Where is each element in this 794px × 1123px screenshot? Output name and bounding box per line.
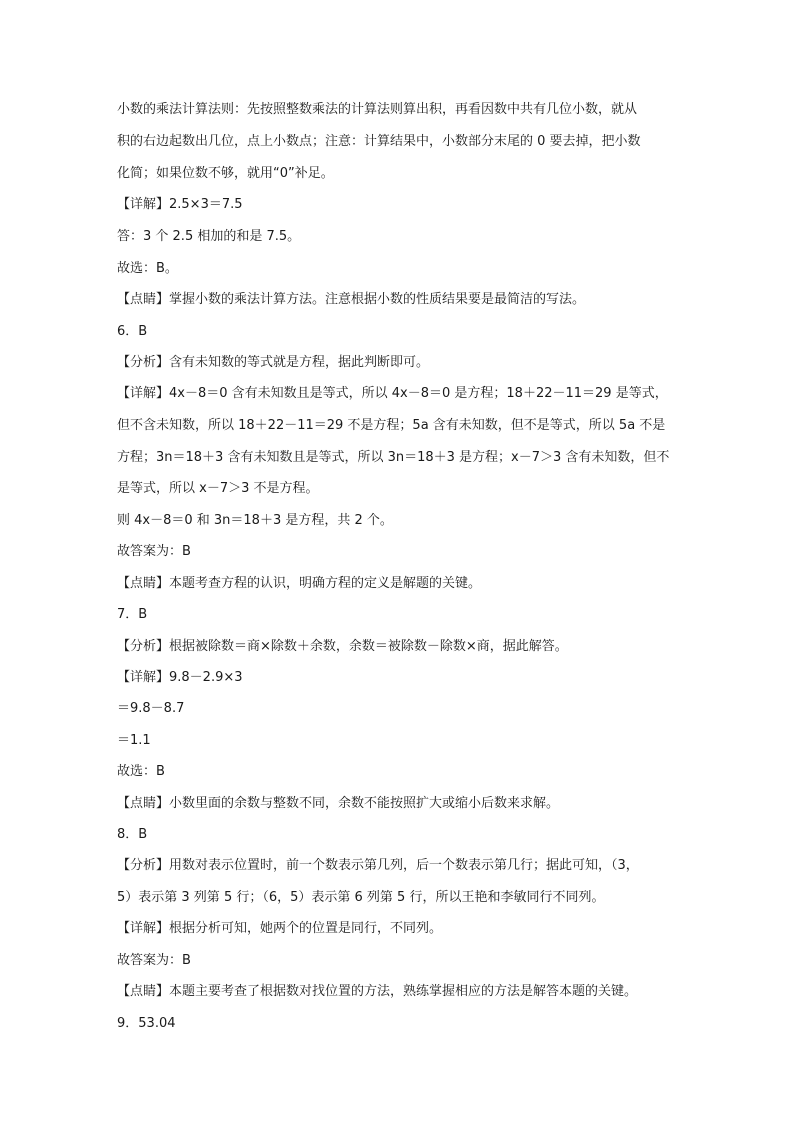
text-line: 化简；如果位数不够，就用“0”补足。 (117, 166, 334, 181)
text-line: 小数的乘法计算法则：先按照整数乘法的计算法则算出积，再看因数中共有几位小数，就从 (117, 102, 638, 117)
text-line: 【分析】含有未知数的等式就是方程，据此判断即可。 (117, 355, 430, 370)
text-line: 答：3 个 2.5 相加的和是 7.5。 (117, 229, 301, 244)
text-line: 【分析】用数对表示位置时，前一个数表示第几列，后一个数表示第几行；据此可知，（3， (117, 858, 639, 873)
text-line: 【点睛】小数里面的余数与整数不同，余数不能按照扩大或缩小后数来求解。 (117, 796, 560, 811)
text-line: 是等式，所以 x－7＞3 不是方程。 (117, 481, 319, 496)
text-line: 故选：B。 (117, 261, 178, 276)
text-line: 积的右边起数出几位，点上小数点；注意：计算结果中，小数部分末尾的 0 要去掉，把小数 (117, 134, 641, 149)
text-line: 故选：B (117, 764, 165, 779)
text-line: 【详解】9.8－2.9×3 (117, 670, 243, 685)
question-number: 6．B (117, 324, 148, 339)
text-line: 故答案为：B (117, 544, 191, 559)
text-line: 方程；3n＝18＋3 含有未知数且是等式，所以 3n＝18＋3 是方程；x－7＞3 含有未知数，但不 (117, 450, 670, 465)
question-number: 9．53.04 (117, 1016, 176, 1031)
text-line: 【点睛】掌握小数的乘法计算方法。注意根据小数的性质结果要是最简洁的写法。 (117, 292, 586, 307)
text-line: ＝1.1 (117, 733, 151, 748)
question-number: 8．B (117, 827, 148, 842)
text-line: 【详解】4x－8＝0 含有未知数且是等式，所以 4x－8＝0 是方程；18＋22－11＝29 是等式， (117, 386, 668, 401)
text-line: 故答案为：B (117, 953, 191, 968)
text-line: 【详解】2.5×3＝7.5 (117, 197, 243, 212)
text-line: 但不含未知数，所以 18＋22－11＝29 不是方程；5a 含有未知数，但不是等式，所以 5a 不是 (117, 418, 666, 433)
question-number: 7．B (117, 607, 148, 622)
text-line: 【详解】根据分析可知，她两个的位置是同行，不同列。 (117, 921, 443, 936)
text-line: 则 4x－8＝0 和 3n＝18＋3 是方程，共 2 个。 (117, 513, 393, 528)
text-line: 【点睛】本题考查方程的认识，明确方程的定义是解题的关键。 (117, 576, 482, 591)
text-line: 【分析】根据被除数＝商×除数＋余数，余数＝被除数－除数×商，据此解答。 (117, 639, 568, 654)
text-line: 【点睛】本题主要考查了根据数对找位置的方法，熟练掌握相应的方法是解答本题的关键。 (117, 984, 638, 999)
text-line: ＝9.8－8.7 (117, 701, 185, 716)
text-line: 5）表示第 3 列第 5 行；（6，5）表示第 6 列第 5 行，所以王艳和李敏同行不同列。 (117, 890, 605, 905)
